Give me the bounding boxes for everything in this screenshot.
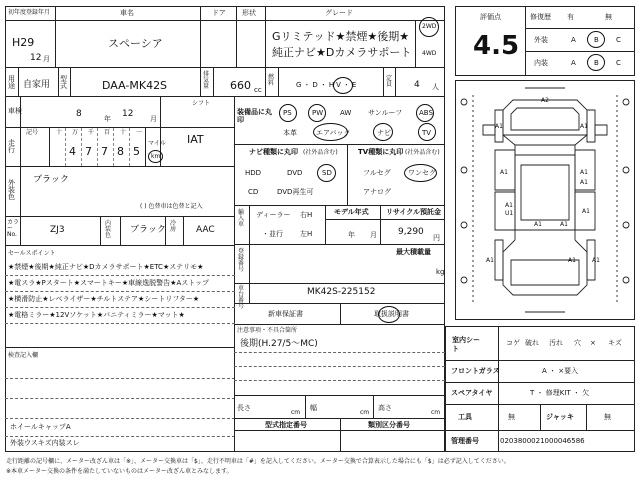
abs-circle (416, 104, 434, 122)
model-value: DAA-MK42S (102, 79, 168, 92)
first-reg-month: 12 (30, 53, 42, 63)
sales-point-line-1: ★禁煙★後期★純正ナビ★Dカメラサポート★ETC★ステリモ★ (8, 263, 204, 271)
manual-label: 取扱説明書 (374, 310, 409, 318)
grade-label: グレード (325, 9, 353, 17)
windshield-label: フロントガラス (451, 367, 500, 375)
exterior-grade-a: A (571, 36, 576, 44)
equipment-label: 装備品に丸印 (237, 108, 272, 125)
mileage-digit-5: 5 (133, 145, 140, 158)
recycle-label: リサイクル預託金 (386, 208, 442, 216)
warranty-label: 新車保証書 (268, 310, 303, 318)
displacement-label: 排気量 (203, 71, 210, 90)
manual-circle (378, 306, 400, 323)
jack-value: 無 (604, 413, 611, 421)
import-left: 左H (300, 230, 313, 238)
inspector-notes-label: 検査記入欄 (8, 352, 39, 359)
exterior-grade-b: B (594, 36, 599, 44)
pw-circle (308, 104, 326, 122)
capacity-unit: 人 (432, 83, 439, 91)
interior-grade-a: A (571, 59, 576, 67)
inspection-year: 8 (76, 109, 82, 119)
spare-label: スペアタイヤ (451, 389, 493, 397)
exterior-note: ( ) 色替車は色替と記入 (140, 203, 203, 210)
remarks-block (234, 324, 445, 396)
usage-label: 用途 (8, 75, 15, 90)
import-dealer: ディーラー (256, 211, 291, 219)
navi-type-sub: (社外品含む) (303, 149, 338, 156)
height-unit: cm (431, 409, 441, 416)
ac-label: 冷房 (170, 220, 177, 233)
inspector-note-1: ホイールキャップA (10, 423, 71, 431)
mileage-label: 走行 (8, 139, 15, 154)
usage-value: 自家用 (23, 80, 51, 90)
score-label: 評価点 (480, 13, 501, 21)
sales-point-line-4: ★電格ミラー★12Vソケット★バニティミラー★マット★ (8, 311, 185, 319)
interior-label: 内装色 (105, 220, 112, 239)
recycle-unit: 円 (433, 234, 440, 242)
recycle-value: 9,290 (398, 227, 424, 237)
sd-circle (317, 164, 336, 182)
mileage-digit-3: 7 (101, 145, 108, 158)
fuel-label: 燃料 (268, 74, 275, 87)
navi-type-label: ナビ種類に丸印 (249, 148, 298, 156)
tv-type-label: TV種類に丸印 (358, 148, 404, 156)
exterior-grade-label: 外装 (534, 36, 548, 44)
car-name: スペーシア (108, 37, 163, 50)
interior-grade-circle (587, 54, 605, 71)
interior-grade-label: 内装 (534, 59, 548, 67)
fuel-value: G・D・HV・E (296, 81, 359, 89)
first-reg-label: 初年度登録年月 (8, 9, 51, 16)
tv-type-sub: (社外品含む) (405, 149, 440, 156)
height-label: 高さ (378, 404, 392, 412)
jack-label: ジャッキ (546, 413, 574, 421)
navi-circle (373, 123, 393, 141)
exterior-grade-circle (587, 31, 605, 48)
width-unit: cm (360, 409, 370, 416)
exterior-grade-c: C (616, 36, 621, 44)
interior-grade-b: B (594, 59, 599, 67)
remarks-value: 後期(H.27/5～MC) (240, 339, 318, 349)
inspection-month: 12 (122, 109, 134, 119)
max-load-unit: kg (436, 268, 445, 276)
windshield-value: A ・ ×要入 (542, 367, 579, 375)
repair-no: 無 (605, 13, 612, 21)
model-label: 型式 (60, 75, 67, 90)
type-designation-label: 型式指定番号 (265, 421, 307, 429)
oneseg-circle (404, 164, 437, 182)
inspector-note-2: 外装ウスキズ内装スレ (10, 439, 80, 447)
model-year-label: モデル年式 (334, 208, 369, 216)
mileage-digit-1: 4 (69, 145, 76, 158)
mileage-digit-4: 8 (117, 145, 124, 158)
first-reg-year: H29 (12, 36, 35, 49)
model-year-month: 月 (370, 231, 377, 239)
displacement-unit: cc (254, 86, 262, 94)
row-usage (5, 67, 445, 97)
fuel-hv-circle (333, 77, 353, 94)
mgmt-value: 0203800021000046586 (500, 437, 585, 445)
ac-value: AAC (196, 225, 215, 235)
import-right: 右H (300, 211, 313, 219)
spare-value: T ・ 修理KIT ・ 欠 (530, 389, 590, 397)
chassis-value: MK42S-225152 (307, 287, 376, 297)
airbag-circle (313, 123, 348, 141)
tools-label: 工具 (458, 413, 472, 421)
tv-circle (418, 123, 436, 141)
sales-point-line-3: ★横滑防止★レベライザー★チルトステア★シートリフター★ (8, 295, 200, 303)
sales-point-line-2: ★電スラ★Pスタート★スマートキー★車線逸脱警告★Aストップ (8, 279, 210, 287)
drive-4wd: 4WD (422, 50, 437, 57)
width-label: 幅 (310, 404, 317, 412)
interior-value: ブラック (130, 225, 166, 235)
capacity-label: 定員 (386, 75, 393, 88)
capacity-value: 4 (414, 80, 420, 90)
inspection-year-unit: 年 (104, 115, 111, 123)
unit-km: km (151, 153, 161, 160)
shape-label: 形状 (242, 9, 256, 17)
repair-label: 修復歴 (530, 13, 551, 21)
shift-value: IAT (187, 133, 204, 146)
inspection-month-unit: 月 (150, 115, 157, 123)
displacement-value: 660 (230, 79, 251, 92)
sales-points-label: セールスポイント (8, 250, 56, 257)
grade-line2: 純正ナビ★Dカメラサポート (272, 46, 412, 59)
color-no: ZJ3 (50, 225, 65, 235)
remarks-label: 注意事項・不具合箇所 (237, 327, 298, 334)
max-load-label: 最大積載量 (396, 248, 431, 256)
dimensions-row (234, 395, 445, 419)
chassis-label: 車台番号 (238, 285, 245, 310)
category-number-label: 類別区分番号 (368, 421, 410, 429)
exterior-value: ブラック (33, 175, 69, 185)
color-no-label: カラーNo. (7, 219, 20, 238)
registration-label: 登録番号 (238, 248, 245, 273)
import-parallel: ・並行 (262, 230, 283, 238)
unit-mile: マイル (148, 140, 166, 147)
seat-label: 室内シート (452, 336, 480, 354)
model-year-year: 年 (348, 231, 355, 239)
car-diagram (455, 80, 635, 320)
length-unit: cm (291, 409, 301, 416)
mileage-digit-2: 7 (85, 145, 92, 158)
repair-yes: 有 (567, 13, 574, 21)
ps-circle (279, 104, 297, 122)
drive-2wd: 2WD (422, 23, 437, 30)
car-name-label: 車名 (120, 9, 134, 17)
shift-label: シフト (192, 100, 211, 107)
score-value: 4.5 (473, 31, 520, 61)
footer-line-1: 走行距離の記号欄に、メーター改ざん車は「※」、メーター交換車は「$」、走行不明車は「#」を記入してください。メーター交換で合算表示した場合にも「$」は必ず記入してください。 (6, 458, 510, 465)
interior-grade-c: C (616, 59, 621, 67)
first-reg-month-unit: 月 (43, 55, 50, 63)
exterior-label: 外装色 (8, 179, 15, 201)
door-label: ドア (212, 9, 226, 17)
import-label: 輸入車 (238, 209, 245, 228)
inspection-label: 車検 (8, 107, 22, 115)
grade-line1: Gリミテッド★禁煙★後期★ (272, 30, 410, 43)
footer-line-2: ※本車メーター交換の条件を満たしていないものはメーター改ざん車とみなします。 (6, 468, 233, 475)
tools-value: 無 (508, 413, 515, 421)
mgmt-label: 管理番号 (451, 437, 479, 445)
length-label: 長さ (237, 404, 251, 412)
